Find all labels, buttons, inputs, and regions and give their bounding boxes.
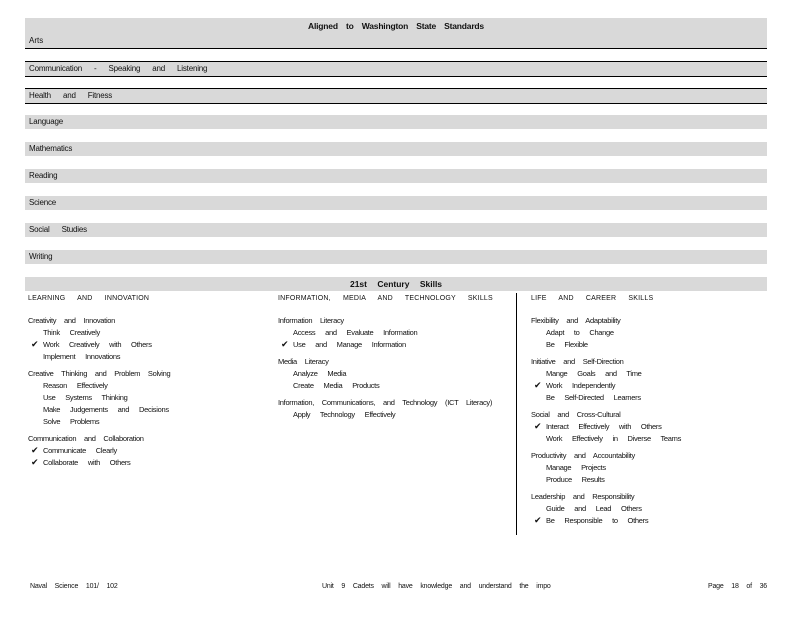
skill-group-title: Productivity and Accountability	[531, 451, 636, 460]
standard-row	[25, 115, 767, 129]
skill-item	[531, 462, 767, 474]
skill-group	[278, 356, 514, 392]
check-icon: ✔	[31, 458, 39, 468]
skill-group-title: Leadership and Responsibility	[531, 492, 635, 501]
skill-item-label: Adapt to Change	[546, 328, 614, 337]
skill-item	[531, 392, 767, 404]
skill-item	[28, 445, 268, 457]
skills-header: 21st Century Skills	[25, 277, 767, 291]
skill-item	[278, 327, 514, 339]
skill-item	[278, 339, 514, 351]
standards-title: Aligned to Washington State Standards	[308, 21, 484, 31]
skill-item-label: Communicate Clearly	[43, 446, 117, 455]
skill-group-title: Creative Thinking and Problem Solving	[28, 369, 171, 378]
skill-item	[278, 368, 514, 380]
skill-item-label: Think Creatively	[43, 328, 100, 337]
skill-group	[531, 356, 767, 404]
skill-item	[531, 474, 767, 486]
skill-item-label: Collaborate with Others	[43, 458, 131, 467]
skill-item-label: Work Creatively with Others	[43, 340, 152, 349]
skill-item	[278, 380, 514, 392]
standard-row	[25, 250, 767, 264]
skill-item-label: Mange Goals and Time	[546, 369, 642, 378]
footer-page-number: Page 18 of 36	[708, 583, 767, 590]
skills-column	[531, 295, 767, 532]
skill-group	[278, 397, 514, 421]
skill-item	[531, 380, 767, 392]
skill-item-label: Manage Projects	[546, 463, 606, 472]
skill-item	[28, 404, 268, 416]
standards-header	[25, 18, 767, 49]
skill-group	[531, 491, 767, 527]
skill-item-label: Guide and Lead Others	[546, 504, 642, 513]
check-icon: ✔	[534, 381, 542, 391]
check-icon: ✔	[31, 446, 39, 456]
skill-group-title: Flexibility and Adaptability	[531, 316, 621, 325]
skill-group-title: Information Literacy	[278, 316, 344, 325]
skill-item-label: Produce Results	[546, 475, 605, 484]
skill-item-label: Use and Manage Information	[293, 340, 406, 349]
footer-course: Naval Science 101/ 102	[30, 583, 118, 590]
skill-item-label: Interact Effectively with Others	[546, 422, 662, 431]
standard-row	[25, 196, 767, 210]
skill-item	[28, 339, 268, 351]
standard-row-label: Arts	[29, 36, 44, 45]
skill-item-label: Apply Technology Effectively	[293, 410, 396, 419]
skill-group	[531, 450, 767, 486]
check-icon: ✔	[281, 340, 289, 350]
skill-item-label: Work Independently	[546, 381, 616, 390]
standard-row-label: Writing	[29, 252, 53, 261]
skill-item-label: Make Judgements and Decisions	[43, 405, 169, 414]
skill-item-label: Reason Effectively	[43, 381, 108, 390]
skill-group	[28, 433, 268, 469]
skill-item	[28, 380, 268, 392]
standard-row-label: Science	[29, 198, 57, 207]
skill-item	[531, 433, 767, 445]
skill-group	[278, 315, 514, 351]
standard-row-label: Mathematics	[29, 144, 73, 153]
standard-row-label: Health and Fitness	[29, 91, 113, 100]
skill-item-label: Create Media Products	[293, 381, 380, 390]
standard-row	[25, 223, 767, 237]
skill-group	[28, 368, 268, 428]
skill-item	[278, 409, 514, 421]
standard-row-label: Social Studies	[29, 225, 87, 234]
skill-item-label: Be Self-Directed Learners	[546, 393, 641, 402]
standard-row	[25, 88, 767, 104]
skill-item	[531, 515, 767, 527]
skill-item	[531, 368, 767, 380]
skill-item-label: Be Responsible to Others	[546, 516, 649, 525]
skill-group-title: Information, Communications, and Technology (ICT Literacy)	[278, 398, 493, 407]
skill-item-label: Be Flexible	[546, 340, 588, 349]
skill-group-title: Communication and Collaboration	[28, 434, 144, 443]
skill-group	[531, 315, 767, 351]
skill-group-title: Creativity and Innovation	[28, 316, 116, 325]
standard-row	[25, 61, 767, 77]
skill-item	[28, 457, 268, 469]
skills-column-title: INFORMATION, MEDIA AND TECHNOLOGY SKILLS	[278, 295, 493, 302]
skills-column-title: LEARNING AND INNOVATION	[28, 295, 150, 302]
skill-item-label: Use Systems Thinking	[43, 393, 128, 402]
skill-item	[531, 339, 767, 351]
skill-item-label: Access and Evaluate Information	[293, 328, 418, 337]
skill-item-label: Implement Innovations	[43, 352, 121, 361]
column-divider	[516, 293, 517, 535]
skill-item	[28, 416, 268, 428]
skill-group	[28, 315, 268, 363]
skills-column	[28, 295, 268, 474]
check-icon: ✔	[31, 340, 39, 350]
skill-item-label: Analyze Media	[293, 369, 347, 378]
standard-row-label: Reading	[29, 171, 58, 180]
skill-item	[28, 351, 268, 363]
standard-row	[25, 169, 767, 183]
skill-item	[531, 421, 767, 433]
skill-item	[531, 503, 767, 515]
skill-group	[531, 409, 767, 445]
standard-row-label: Communication - Speaking and Listening	[29, 64, 208, 73]
skill-group-title: Social and Cross-Cultural	[531, 410, 621, 419]
footer-unit: Unit 9 Cadets will have knowledge and understand the impo	[322, 583, 551, 590]
skill-item-label: Solve Problems	[43, 417, 100, 426]
standard-row	[25, 142, 767, 156]
check-icon: ✔	[534, 422, 542, 432]
skill-item-label: Work Effectively in Diverse Teams	[546, 434, 682, 443]
skill-item	[28, 392, 268, 404]
check-icon: ✔	[534, 516, 542, 526]
skills-column-title: LIFE AND CAREER SKILLS	[531, 295, 654, 302]
skill-group-title: Initiative and Self-Direction	[531, 357, 624, 366]
skill-item	[531, 327, 767, 339]
standard-row-label: Language	[29, 117, 63, 126]
skill-group-title: Media Literacy	[278, 357, 329, 366]
skills-column	[278, 295, 514, 426]
skill-item	[28, 327, 268, 339]
